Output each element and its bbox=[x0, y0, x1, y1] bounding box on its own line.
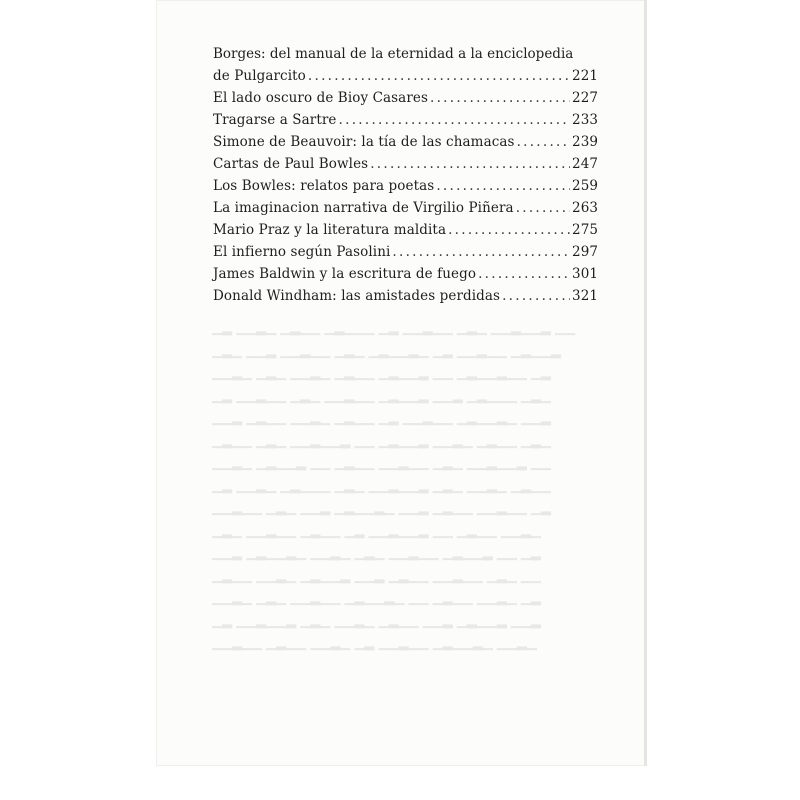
toc-leader-dots bbox=[516, 197, 570, 219]
table-of-contents bbox=[213, 43, 598, 307]
toc-page-number: 259 bbox=[572, 178, 599, 194]
toc-page-number: 227 bbox=[572, 90, 599, 106]
toc-entry bbox=[213, 285, 598, 307]
toc-entry bbox=[213, 175, 598, 197]
toc-entry-title: de Pulgarcito bbox=[213, 68, 306, 84]
toc-entry-title-line bbox=[213, 43, 598, 65]
toc-leader-dots bbox=[339, 109, 570, 131]
toc-page-number: 221 bbox=[572, 68, 599, 84]
toc-page-number: 247 bbox=[572, 156, 599, 172]
toc-entry bbox=[213, 263, 598, 285]
toc-entry bbox=[213, 219, 598, 241]
toc-entry-title: Tragarse a Sartre bbox=[213, 112, 337, 128]
toc-page-number: 233 bbox=[572, 112, 599, 128]
toc-entry-title: Los Bowles: relatos para poetas bbox=[213, 178, 435, 194]
toc-entry bbox=[213, 241, 598, 263]
toc-entry-title: El infierno según Pasolini bbox=[213, 244, 391, 260]
toc-entry bbox=[213, 87, 598, 109]
toc-leader-dots bbox=[430, 87, 570, 109]
toc-leader-dots bbox=[448, 219, 570, 241]
toc-entry bbox=[213, 131, 598, 153]
toc-entry-title: Mario Praz y la literatura maldita bbox=[213, 222, 447, 238]
toc-page-number: 297 bbox=[572, 244, 599, 260]
toc-leader-dots bbox=[308, 65, 570, 87]
toc-leader-dots bbox=[392, 241, 570, 263]
toc-leader-dots bbox=[478, 263, 570, 285]
toc-entry-title: Cartas de Paul Bowles bbox=[213, 156, 369, 172]
toc-entry-title: El lado oscuro de Bioy Casares bbox=[213, 90, 429, 106]
toc-entry-title: Simone de Beauvoir: la tía de las chamacas bbox=[213, 134, 515, 150]
toc-entry-title: La imaginacion narrativa de Virgilio Piñera bbox=[213, 200, 514, 216]
toc-page-number: 321 bbox=[572, 288, 599, 304]
show-through-texture: ▁▂ ▁▁▂▁ ▁▂▁▁ ▁▂▁▁▁ ▁▂ ▁▁▂▁▁ ▁▂▁ ▁▁▂▁▁▂ ▁▁ ▁▂▁ ▁▁▂ ▁▁▂▁▁ ▁▂▁ ▁▂▁▁▂▁ ▁▂ ▁▁▂▁▁ ▁▂▁▁▂ ▁▁▂▁ ▁▂▁ ▁▁▂▁ ▁▂▁▁ ▁▂▁▁▂ ▁▁ ▁▂▁▁▂▁▁ ▁▂ ▁▂ ▁▁▂▁▁ ▁▂▁ ▁▁▂▁▁ ▁▂▁▁▂ ▁▁▂ ▁▂▁▁▁ ▁▂▁ ▁▁▂ ▁▂▁▁ ▁▁▂▁ ▁▂▁▁ ▁▂ ▁▁▂▁▁ ▁▂▁▁▂▁ ▁▁▂ ▁▂▁▁ ▁▂▁ ▁▁▂▁▁▂ ▁▁ ▁▂▁▁▂ ▁▁▂▁ ▁▂▁▁ ▁▂▁ ▁▁▂▁ ▁▂▁▁▂ ▁▁ ▁▂▁▁ ▁▁▂▁▁ ▁▂▁ ▁▁▂▁▁▂ ▁▁ ▁▂ ▁▁▂▁ ▁▂▁▁▁ ▁▂▁ ▁▁▂▁▁▂ ▁▂▁ ▁▁▂▁ ▁▂▁▁ ▁▁▂▁▁ ▁▂▁ ▁▁▂ ▁▂▁▁▂▁ ▁▁▂ ▁▂▁▁ ▁▁▂▁▁ ▁▂ ▁▂▁ ▁▁▂▁▁ ▁▂▁▁ ▁▂ ▁▁▂▁▁▂ ▁▁ ▁▂▁▁ ▁▁▂▁ ▁▁▂ ▁▂▁▁▂▁ ▁▁▂▁ ▁▂▁ ▁▁▂▁▁ ▁▂▁▁▂ ▁▁ ▁▂ ▁▂▁▁ ▁▁▂▁ ▁▂▁▁▂ ▁▁▂ ▁▂▁▁ ▁▁▂▁▁ ▁▂▁ ▁▁ ▁▁▂▁ ▁▂▁ ▁▁▂▁▁ ▁▂▁▁▂▁ ▁▁ ▁▂▁▁ ▁▁▂▁ ▁▂ ▁▂ ▁▁▂▁▁▂ ▁▂▁ ▁▁▂▁ ▁▂▁▁ ▁▁▂ ▁▂▁▁▂ ▁▁▂ ▁▁▂▁▁ ▁▂▁▁ ▁▁▂▁ ▁▂ ▁▁▂▁▁ ▁▂▁▁▂▁ ▁▁▂▁ bbox=[212, 321, 575, 651]
toc-page-number: 263 bbox=[572, 200, 599, 216]
toc-entry bbox=[213, 65, 598, 87]
toc-leader-dots bbox=[370, 153, 570, 175]
toc-entry bbox=[213, 153, 598, 175]
toc-leader-dots bbox=[436, 175, 570, 197]
page-edge bbox=[644, 0, 647, 766]
toc-leader-dots bbox=[502, 285, 570, 307]
toc-entry bbox=[213, 197, 598, 219]
toc-entry bbox=[213, 109, 598, 131]
toc-page-number: 275 bbox=[572, 222, 599, 238]
toc-entry-title: Donald Windham: las amistades perdidas bbox=[213, 288, 501, 304]
toc-leader-dots bbox=[517, 131, 570, 153]
toc-page-number: 239 bbox=[572, 134, 599, 150]
toc-entry-title: James Baldwin y la escritura de fuego bbox=[213, 266, 477, 282]
toc-entry-title: Borges: del manual de la eternidad a la enciclopedia bbox=[213, 46, 574, 62]
toc-page-number: 301 bbox=[572, 266, 599, 282]
